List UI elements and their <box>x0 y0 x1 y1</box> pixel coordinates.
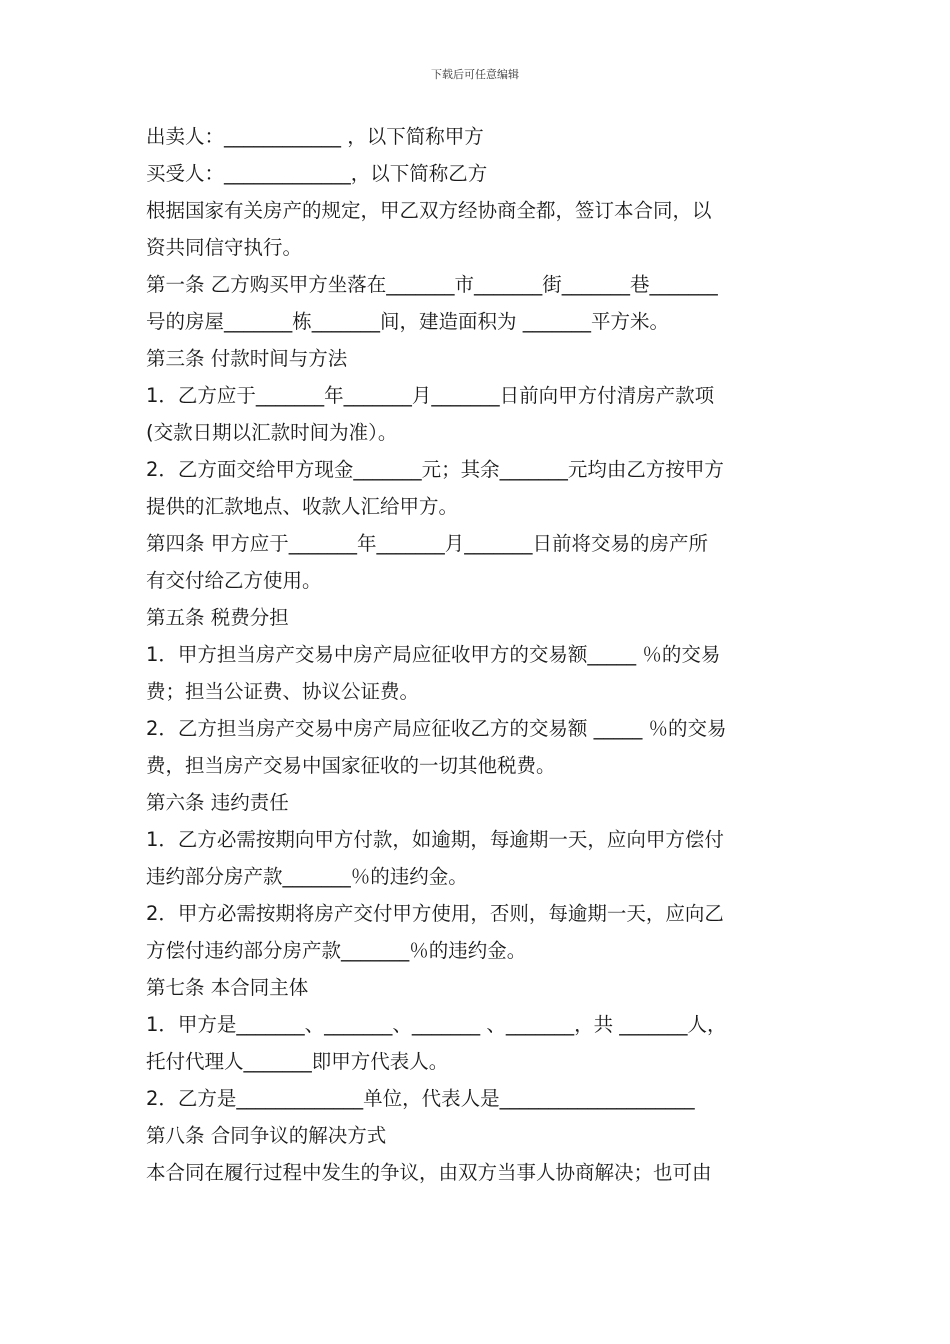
text-line: 2．乙方是_____________单位，代表人是____________________ <box>146 1087 695 1110</box>
text-line: 托付代理人_______即甲方代表人。 <box>146 1050 449 1073</box>
contract-body <box>146 118 810 1191</box>
text-line: 2．甲方必需按期将房产交付甲方使用，否则，每逾期一天，应向乙 <box>146 902 724 925</box>
text-line: 1．甲方是_______、_______、_______ 、_______，共 _______人， <box>146 1013 727 1036</box>
section-heading: 第八条 合同争议的解决方式 <box>146 1124 387 1147</box>
section-heading: 第五条 税费分担 <box>146 606 289 629</box>
text-line: 买受人：_____________，以下简称乙方 <box>146 162 488 185</box>
text-line: 第一条 乙方购买甲方坐落在_______市_______街_______巷_______ <box>146 273 718 296</box>
text-line: 第四条 甲方应于_______年_______月_______日前将交易的房产所 <box>146 532 708 555</box>
text-line: 费；担当公证费、协议公证费。 <box>146 680 420 703</box>
section-heading: 第七条 本合同主体 <box>146 976 309 999</box>
text-line: (交款日期以汇款时间为准）。 <box>146 421 398 444</box>
text-line: 2．乙方面交给甲方现金_______元；其余_______元均由乙方按甲方 <box>146 458 724 481</box>
text-line: 本合同在履行过程中发生的争议，由双方当事人协商解决；也可由 <box>146 1161 712 1184</box>
text-line: 1．乙方应于_______年_______月_______日前向甲方付清房产款项 <box>146 384 715 407</box>
text-line: 号的房屋_______栋_______间，建造面积为 _______平方米。 <box>146 310 669 333</box>
section-heading: 第六条 违约责任 <box>146 791 289 814</box>
text-line: 出卖人：____________ ，以下简称甲方 <box>146 125 484 148</box>
text-line: 1．甲方担当房产交易中房产局应征收甲方的交易额_____ ％的交易 <box>146 643 721 666</box>
text-line: 资共同信守执行。 <box>146 236 303 259</box>
text-line: 方偿付违约部分房产款_______％的违约金。 <box>146 939 527 962</box>
section-heading: 第三条 付款时间与方法 <box>146 347 348 370</box>
text-line: 费，担当房产交易中国家征收的一切其他税费。 <box>146 754 556 777</box>
text-line: 1．乙方必需按期向甲方付款，如逾期，每逾期一天，应向甲方偿付 <box>146 828 724 851</box>
text-line: 违约部分房产款_______％的违约金。 <box>146 865 468 888</box>
page-header: 下载后可任意编辑 <box>431 68 519 81</box>
text-line: 根据国家有关房产的规定，甲乙双方经协商全都，签订本合同，以 <box>146 199 712 222</box>
text-line: 提供的汇款地点、收款人汇给甲方。 <box>146 495 459 518</box>
text-line: 有交付给乙方使用。 <box>146 569 322 592</box>
text-line: 2．乙方担当房产交易中房产局应征收乙方的交易额 _____ ％的交易 <box>146 717 727 740</box>
